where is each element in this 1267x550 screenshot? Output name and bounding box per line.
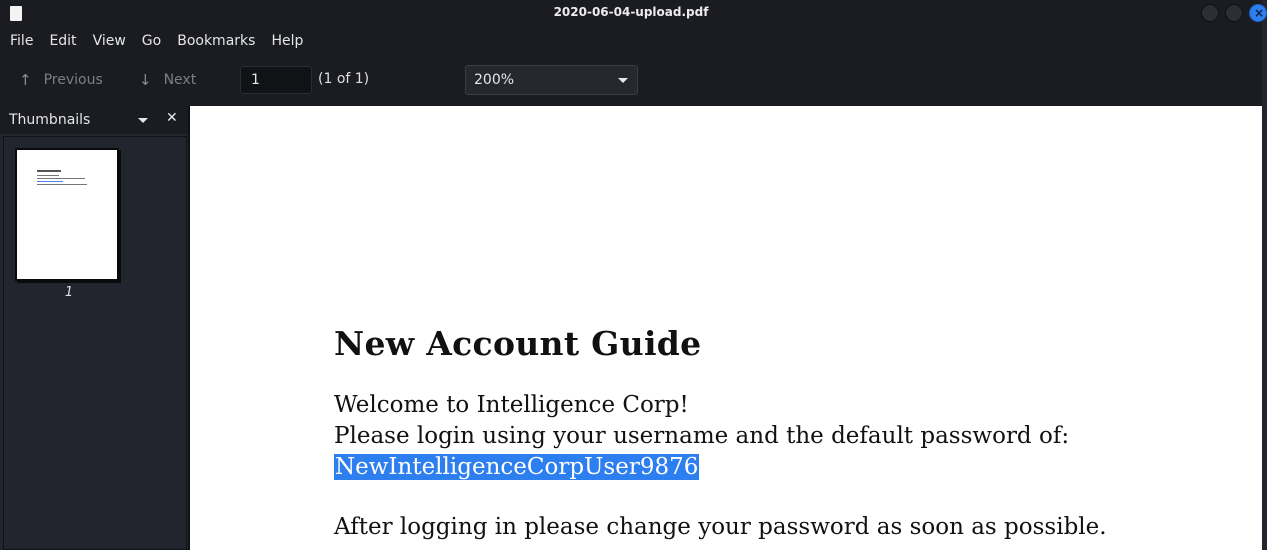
thumbnail-list [3, 136, 187, 550]
next-label: Next [163, 72, 197, 88]
sidebar [0, 106, 190, 550]
next-page-button[interactable] [139, 69, 196, 91]
title-bar [0, 0, 1265, 26]
zoom-value: 200% [474, 72, 515, 88]
selected-text[interactable]: NewIntelligenceCorpUser9876 [335, 454, 699, 480]
document-line: After logging in please change your password as soon as possible. [334, 514, 1107, 540]
menu-help[interactable]: Help [271, 33, 304, 49]
minimize-button[interactable] [1201, 4, 1219, 22]
document-heading: New Account Guide [334, 324, 702, 363]
menu-go[interactable]: Go [141, 33, 162, 49]
chevron-down-icon [618, 78, 628, 83]
document-line: Please login using your username and the default password of: [334, 423, 1070, 449]
document-line: Welcome to Intelligence Corp! [334, 392, 689, 418]
page-thumbnail[interactable] [15, 148, 119, 281]
sidebar-close-icon[interactable]: ✕ [166, 110, 178, 126]
window-title: 2020-06-04-upload.pdf [553, 5, 709, 19]
close-window-button[interactable] [1249, 4, 1267, 22]
page-number-input[interactable]: 1 [240, 66, 312, 94]
arrow-down-icon: ↓ [139, 71, 152, 89]
zoom-select[interactable] [465, 65, 638, 95]
previous-label: Previous [43, 72, 103, 88]
menu-bookmarks[interactable]: Bookmarks [177, 33, 256, 49]
page-count: (1 of 1) [318, 71, 370, 87]
sidebar-title: Thumbnails [9, 112, 91, 128]
menu-edit[interactable]: Edit [49, 33, 77, 49]
sidebar-header [0, 106, 188, 134]
selected-text-line[interactable] [334, 454, 699, 480]
document-view[interactable] [190, 106, 1262, 550]
menu-view[interactable]: View [92, 33, 126, 49]
menu-bar [0, 26, 1262, 56]
toolbar [0, 56, 1262, 106]
maximize-button[interactable] [1225, 4, 1243, 22]
thumbnail-label: 1 [64, 285, 74, 300]
menu-file[interactable]: File [10, 33, 34, 49]
previous-page-button[interactable] [19, 69, 103, 91]
arrow-up-icon: ↑ [19, 71, 32, 89]
close-icon: × [1254, 6, 1265, 20]
sidebar-dropdown-icon[interactable] [138, 118, 148, 123]
